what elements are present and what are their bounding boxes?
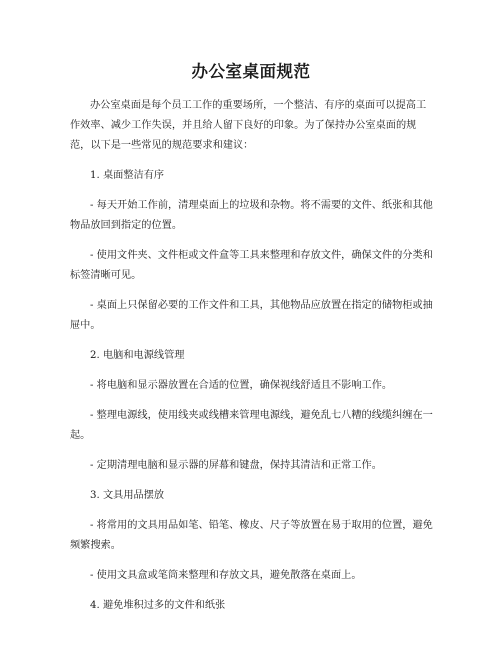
section-heading-1: 1. 桌面整洁有序: [90, 170, 165, 181]
section-heading-4: 4. 避免堆积过多的文件和纸张: [90, 600, 226, 611]
bullet-item: - 每天开始工作前，清理桌面上的垃圾和杂物。将不需要的文件、纸张和其他物品放回到指定的位置。: [70, 200, 433, 231]
bullet-item: - 将电脑和显示器放置在合适的位置，确保视线舒适且不影响工作。: [90, 380, 393, 391]
section-heading-3: 3. 文具用品摆放: [90, 490, 165, 501]
bullet-item: - 定期清理电脑和显示器的屏幕和键盘，保持其清洁和正常工作。: [90, 460, 382, 471]
intro-paragraph: 办公室桌面是每个员工工作的重要场所，一个整洁、有序的桌面可以提高工作效率、减少工作失误，并且给人留下良好的印象。为了保持办公室桌面的规范，以下是一些常见的规范要求和建议：: [70, 100, 427, 151]
document-title: 办公室桌面规范: [191, 62, 311, 81]
bullet-item: - 使用文件夹、文件柜或文件盒等工具来整理和存放文件，确保文件的分类和标签清晰可见。: [70, 250, 433, 281]
bullet-item: - 使用文具盒或笔筒来整理和存放文具，避免散落在桌面上。: [90, 570, 362, 581]
bullet-item: - 整理电源线，使用线夹或线槽来管理电源线，避免乱七八糟的线缆纠缠在一起。: [70, 410, 433, 441]
section-heading-2: 2. 电脑和电源线管理: [90, 350, 185, 361]
bullet-item: - 将常用的文具用品如笔、铅笔、橡皮、尺子等放置在易于取用的位置，避免频繁搜索。: [70, 520, 433, 551]
document-body: [70, 96, 434, 626]
bullet-item: - 桌面上只保留必要的工作文件和工具，其他物品应放置在指定的储物柜或抽屉中。: [70, 300, 433, 331]
